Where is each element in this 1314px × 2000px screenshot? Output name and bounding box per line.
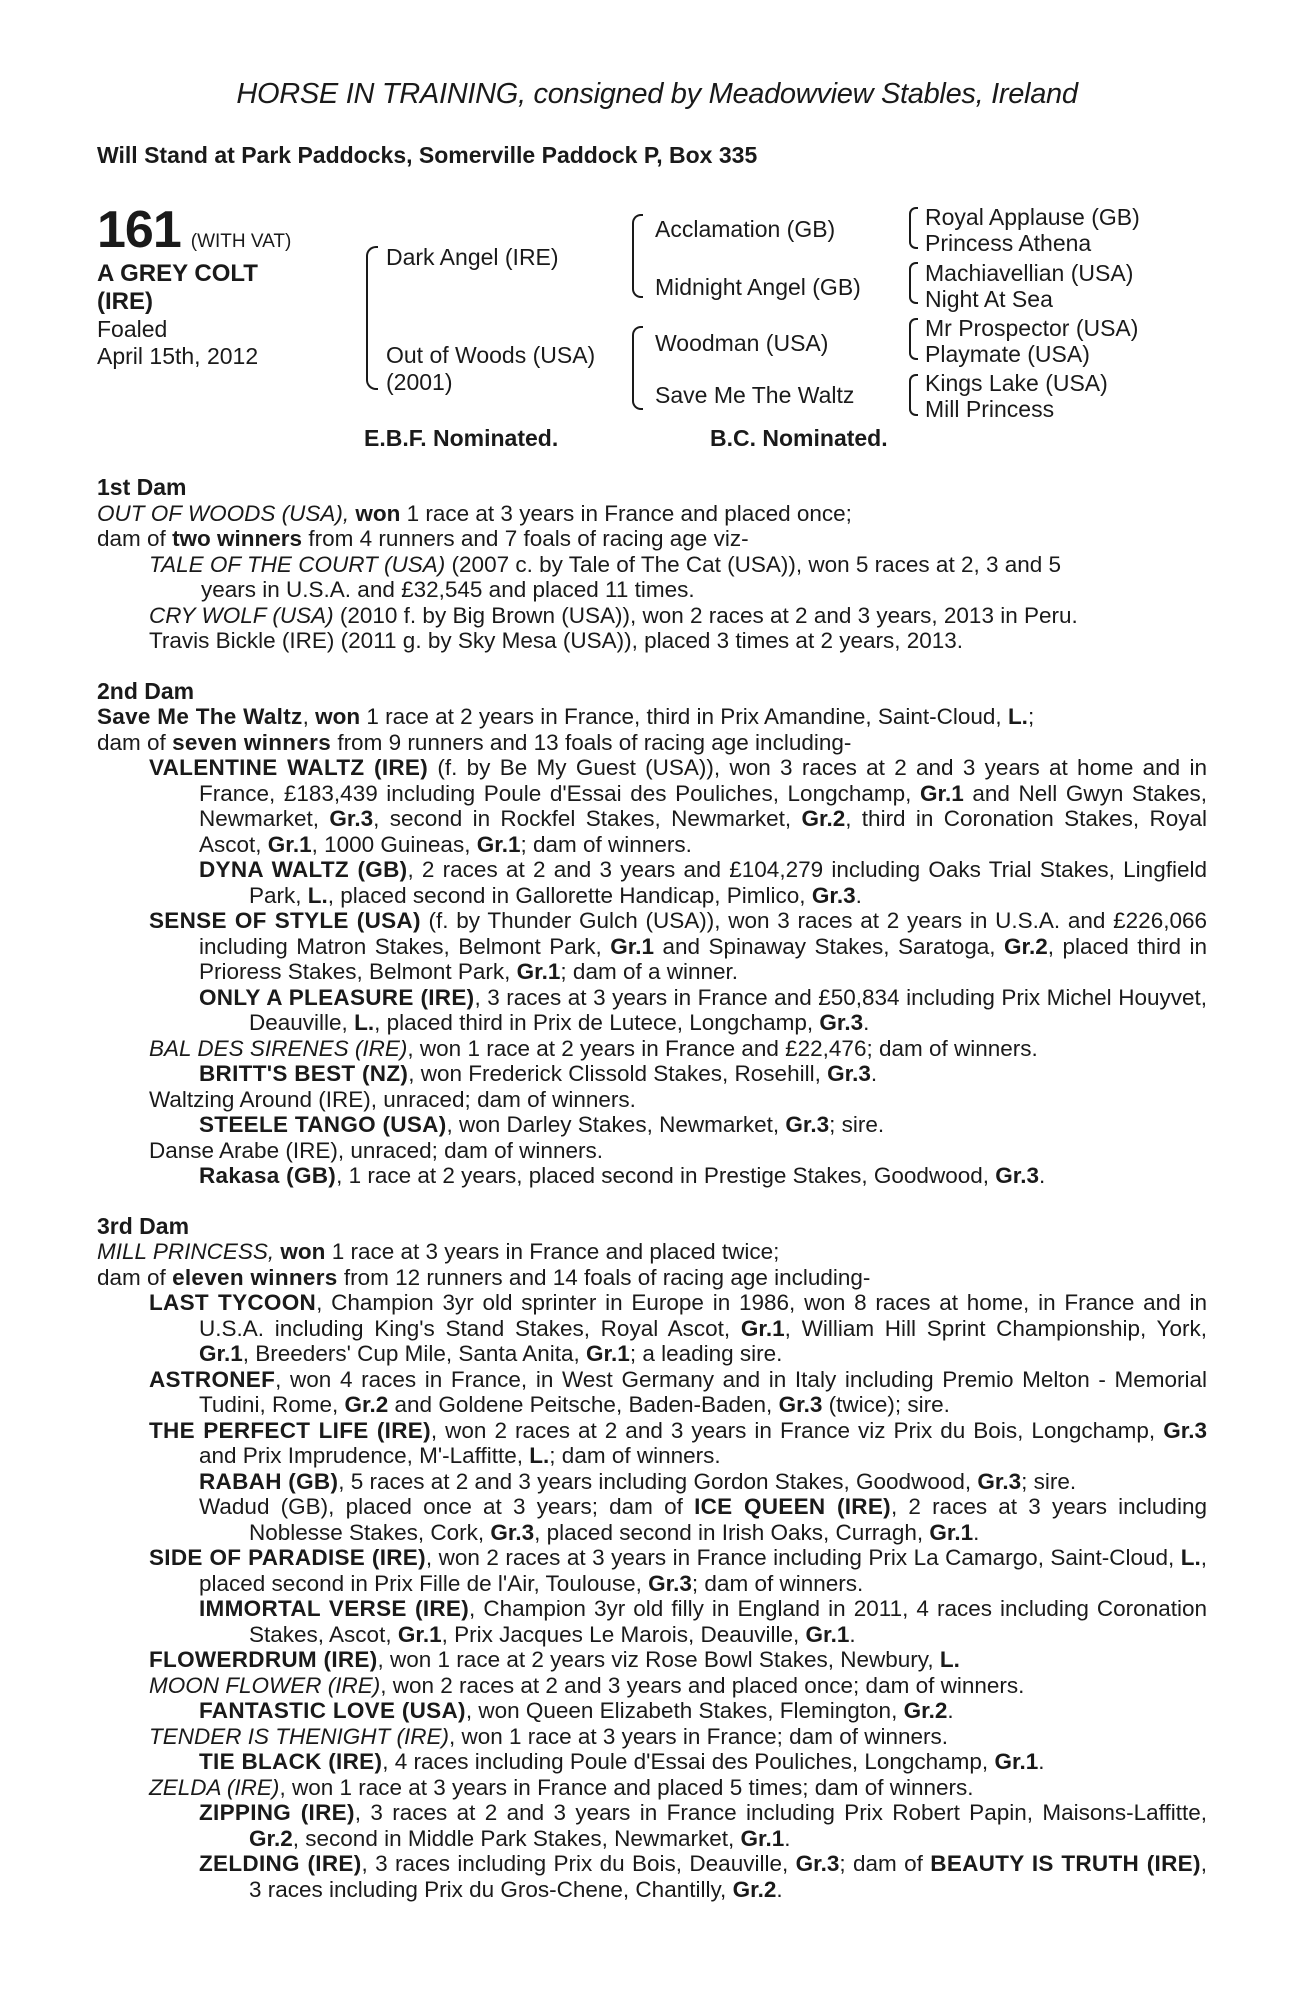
produce-entry: THE PERFECT LIFE (IRE), won 2 races at 2 and 3 years in France viz Prix du Bois, Longchamp, Gr.3 and Prix Imprudence, M'-Laffitte, L.; dam of winners. [149,1417,1207,1468]
produce-entry: DYNA WALTZ (GB), 2 races at 2 and 3 years and £104,279 including Oaks Trial Stakes, Lingfield Park, L., placed second in Gallorette Handicap, Pimlico, Gr.3. [199,857,1207,908]
pedigree-brace-g2 [909,262,918,304]
pedigree-brace-main [366,246,378,390]
vat-note: (WITH VAT) [190,231,292,252]
dam-produce-summary: dam of eleven winners from 12 runners and 14 foals of racing age including- [97,1264,871,1290]
grandsire-6: Playmate (USA) [925,341,1090,367]
produce-entry: Rakasa (GB), 1 race at 2 years, placed second in Prestige Stakes, Goodwood, Gr.3. [199,1163,1046,1188]
grandsire-3: Machiavellian (USA) [925,260,1134,286]
description-line-1: A GREY COLT [97,260,258,287]
ebf-nominated: E.B.F. Nominated. [364,425,559,451]
dam [386,342,595,396]
dam-line: MILL PRINCESS, won 1 race at 3 years in France and placed twice; [97,1239,780,1264]
produce-entry: TIE BLACK (IRE), 4 races including Poule d'Essai des Pouliches, Longchamp, Gr.1. [199,1749,1045,1774]
section-title: 1st Dam [97,474,187,500]
produce-entry: ZIPPING (IRE), 3 races at 2 and 3 years in France including Prix Robert Papin, Maisons-Laffitte, Gr.2, second in Middle Park Stakes, Newmarket, Gr.1. [199,1800,1208,1851]
foaled-info [97,316,258,370]
produce-entry: BAL DES SIRENES (IRE), won 1 race at 2 years in France and £22,476; dam of winners. [149,1035,1038,1061]
produce-entry: ASTRONEF, won 4 races in France, in West Germany and in Italy including Premio Melton - Memorial Tudini, Rome, Gr.2 and Goldene Peitsche, Baden-Baden, Gr.3 (twice); sire. [149,1366,1207,1417]
pedigree-brace-g1 [909,207,918,249]
produce-entry: Waltzing Around (IRE), unraced; dam of winners. [149,1086,636,1112]
dam-name: Out of Woods (USA) [386,342,596,368]
produce-entry: TALE OF THE COURT (USA) (2007 c. by Tale of The Cat (USA)), won 5 races at 2, 3 and 5 years in U.S.A. and £32,545 and placed 11 times. [149,551,1062,602]
foaled-label: Foaled [97,316,168,342]
produce-entry: ZELDING (IRE), 3 races including Prix du Bois, Deauville, Gr.3; dam of BEAUTY IS TRUTH (IRE), 3 races including Prix du Gros-Chene, Chantilly, Gr.2. [199,1851,1207,1902]
pedigree-brace-g3 [909,318,918,360]
dam-line: Save Me The Waltz, won 1 race at 2 years in France, third in Prix Amandine, Saint-Cloud, L.; [97,704,1035,729]
section-title: 2nd Dam [97,677,195,704]
bc-nominated: B.C. Nominated. [710,425,888,451]
lot-number: 161 [97,201,181,259]
grandsire-5: Mr Prospector (USA) [925,315,1139,341]
produce-entry: FLOWERDRUM (IRE), won 1 race at 2 years viz Rose Bowl Stakes, Newbury, L. [149,1647,960,1672]
produce-entry: ONLY A PLEASURE (IRE), 3 races at 3 years in France and £50,834 including Prix Michel Houyvet, Deauville, L., placed third in Prix de Lutece, Longchamp, Gr.3. [199,984,1207,1035]
produce-entry: CRY WOLF (USA) (2010 f. by Big Brown (USA)), won 2 races at 2 and 3 years, 2013 in Peru. [149,602,1078,628]
produce-entry: Travis Bickle (IRE) (2011 g. by Sky Mesa (USA)), placed 3 times at 2 years, 2013. [149,628,964,653]
grandsire-1: Royal Applause (GB) [925,204,1140,230]
sire-dam: Midnight Angel (GB) [655,274,861,300]
lot-heading [97,201,292,259]
produce-entry: STEELE TANGO (USA), won Darley Stakes, Newmarket, Gr.3; sire. [199,1112,885,1137]
dam-produce-summary: dam of two winners from 4 runners and 7 foals of racing age viz- [97,526,749,551]
dam-line: OUT OF WOODS (USA), won 1 race at 3 years in France and placed once; [97,500,852,526]
grandsire-7: Kings Lake (USA) [925,370,1108,396]
produce-entry: Danse Arabe (IRE), unraced; dam of winners. [149,1137,603,1163]
stand-location: Will Stand at Park Paddocks, Somerville Paddock P, Box 335 [97,142,758,168]
third-dam-section [97,1214,1207,1903]
first-dam-section [97,475,1207,654]
foaled-date: April 15th, 2012 [97,343,259,369]
dam-year: (2001) [386,369,453,395]
produce-entry: BRITT'S BEST (NZ), won Frederick Clissold Stakes, Rosehill, Gr.3. [199,1061,878,1086]
pedigree-brace-dam [632,326,643,410]
produce-entry: SIDE OF PARADISE (IRE), won 2 races at 3 years in France including Prix La Camargo, Saint-Cloud, L., placed second in Prix Fille de l'Air, Toulouse, Gr.3; dam of winners. [149,1545,1207,1596]
produce-record [97,475,1207,1927]
grandsire-8: Mill Princess [925,396,1055,422]
produce-entry: LAST TYCOON, Champion 3yr old sprinter in Europe in 1986, won 8 races at home, in France and in U.S.A. including King's Stand Stakes, Royal Ascot, Gr.1, William Hill Sprint Championship, York, Gr.1, Breeders' Cup Mile, Santa Anita, Gr.1; a leading sire. [149,1290,1208,1366]
produce-entry: TENDER IS THENIGHT (IRE), won 1 race at 3 years in France; dam of winners. [149,1723,948,1749]
page-title: HORSE IN TRAINING, consigned by Meadowview Stables, Ireland [236,78,1078,110]
dam-sire: Woodman (USA) [655,330,829,356]
produce-entry: RABAH (GB), 5 races at 2 and 3 years including Gordon Stakes, Goodwood, Gr.3; sire. [199,1468,1077,1494]
description-line-2: (IRE) [97,288,153,315]
sire-sire: Acclamation (GB) [655,216,836,242]
produce-entry: ZELDA (IRE), won 1 race at 3 years in France and placed 5 times; dam of winners. [149,1774,974,1800]
second-dam-section [97,679,1207,1189]
produce-entry: IMMORTAL VERSE (IRE), Champion 3yr old filly in England in 2011, 4 races including Coronation Stakes, Ascot, Gr.1, Prix Jacques Le Marois, Deauville, Gr.1. [199,1596,1207,1647]
produce-entry: Wadud (GB), placed once at 3 years; dam of ICE QUEEN (IRE), 2 races at 3 years including Noblesse Stakes, Cork, Gr.3, placed second in Irish Oaks, Curragh, Gr.1. [199,1494,1207,1545]
pedigree-brace-g4 [909,374,918,416]
horse-description [97,260,317,316]
produce-entry: SENSE OF STYLE (USA) (f. by Thunder Gulch (USA)), won 3 races at 2 years in U.S.A. and £226,066 including Matron Stakes, Belmont Park, Gr.1 and Spinaway Stakes, Saratoga, Gr.2, placed third in Prioress Stakes, Belmont Park, Gr.1; dam of a winner. [149,908,1207,984]
sire: Dark Angel (IRE) [386,244,559,270]
section-title: 3rd Dam [97,1212,190,1239]
produce-entry: VALENTINE WALTZ (IRE) (f. by Be My Guest (USA)), won 3 races at 2 and 3 years at home and in France, £183,439 including Poule d'Essai des Pouliches, Longchamp, Gr.1 and Nell Gwyn Stakes, Newmarket, Gr.3, second in Rockfel Stakes, Newmarket, Gr.2, third in Coronation Stakes, Royal Ascot, Gr.1, 1000 Guineas, Gr.1; dam of winners. [149,755,1207,857]
produce-entry: MOON FLOWER (IRE), won 2 races at 2 and 3 years and placed once; dam of winners. [149,1672,1025,1698]
dam-dam: Save Me The Waltz [655,382,855,408]
produce-entry: FANTASTIC LOVE (USA), won Queen Elizabeth Stakes, Flemington, Gr.2. [199,1698,954,1723]
dam-produce-summary: dam of seven winners from 9 runners and 13 foals of racing age including- [97,729,852,755]
grandsire-4: Night At Sea [925,286,1053,312]
pedigree-brace-sire [632,214,643,298]
grandsire-2: Princess Athena [925,230,1092,256]
